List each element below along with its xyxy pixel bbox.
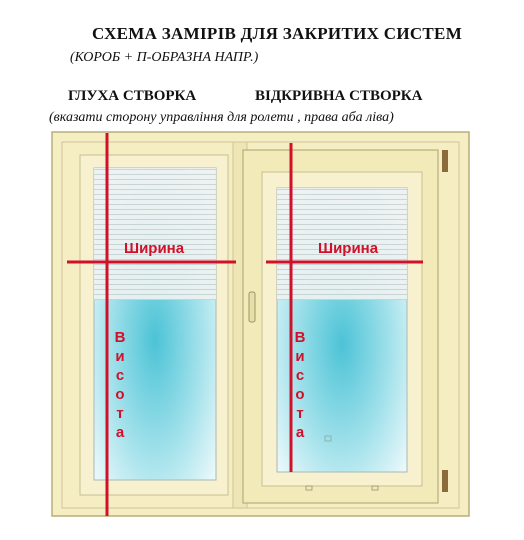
height-letter: т xyxy=(296,405,304,422)
hinge-bottom xyxy=(442,470,448,492)
control-side-note: (вказати сторону управління для ролети , права аба ліва) xyxy=(49,110,394,125)
height-letter: с xyxy=(295,367,305,384)
sash-handle xyxy=(249,292,255,322)
height-letter: о xyxy=(295,386,305,403)
height-letter: и xyxy=(295,348,305,365)
fixed-height-label xyxy=(113,328,127,442)
opening-width-label: Ширина xyxy=(318,240,379,257)
height-letter: В xyxy=(294,329,306,346)
height-letter: т xyxy=(116,405,124,422)
height-letter: а xyxy=(295,424,305,441)
height-letter: и xyxy=(115,348,125,365)
diagram-subtitle: (КОРОБ + П-ОБРАЗНА НАПР.) xyxy=(70,50,259,65)
opening-sash-label: ВІДКРИВНА СТВОРКА xyxy=(255,88,423,104)
diagram-title: СХЕМА ЗАМІРІВ ДЛЯ ЗАКРИТИХ СИСТЕМ xyxy=(91,24,463,43)
height-letter: о xyxy=(115,386,125,403)
height-letter: а xyxy=(115,424,125,441)
opening-height-label xyxy=(293,328,307,442)
fixed-width-label: Ширина xyxy=(124,240,185,257)
fixed-sash-label: ГЛУХА СТВОРКА xyxy=(68,88,197,104)
height-letter: с xyxy=(115,367,125,384)
height-letter: В xyxy=(114,329,126,346)
fixed-sash-blind xyxy=(94,168,216,300)
hinge-top xyxy=(442,150,448,172)
